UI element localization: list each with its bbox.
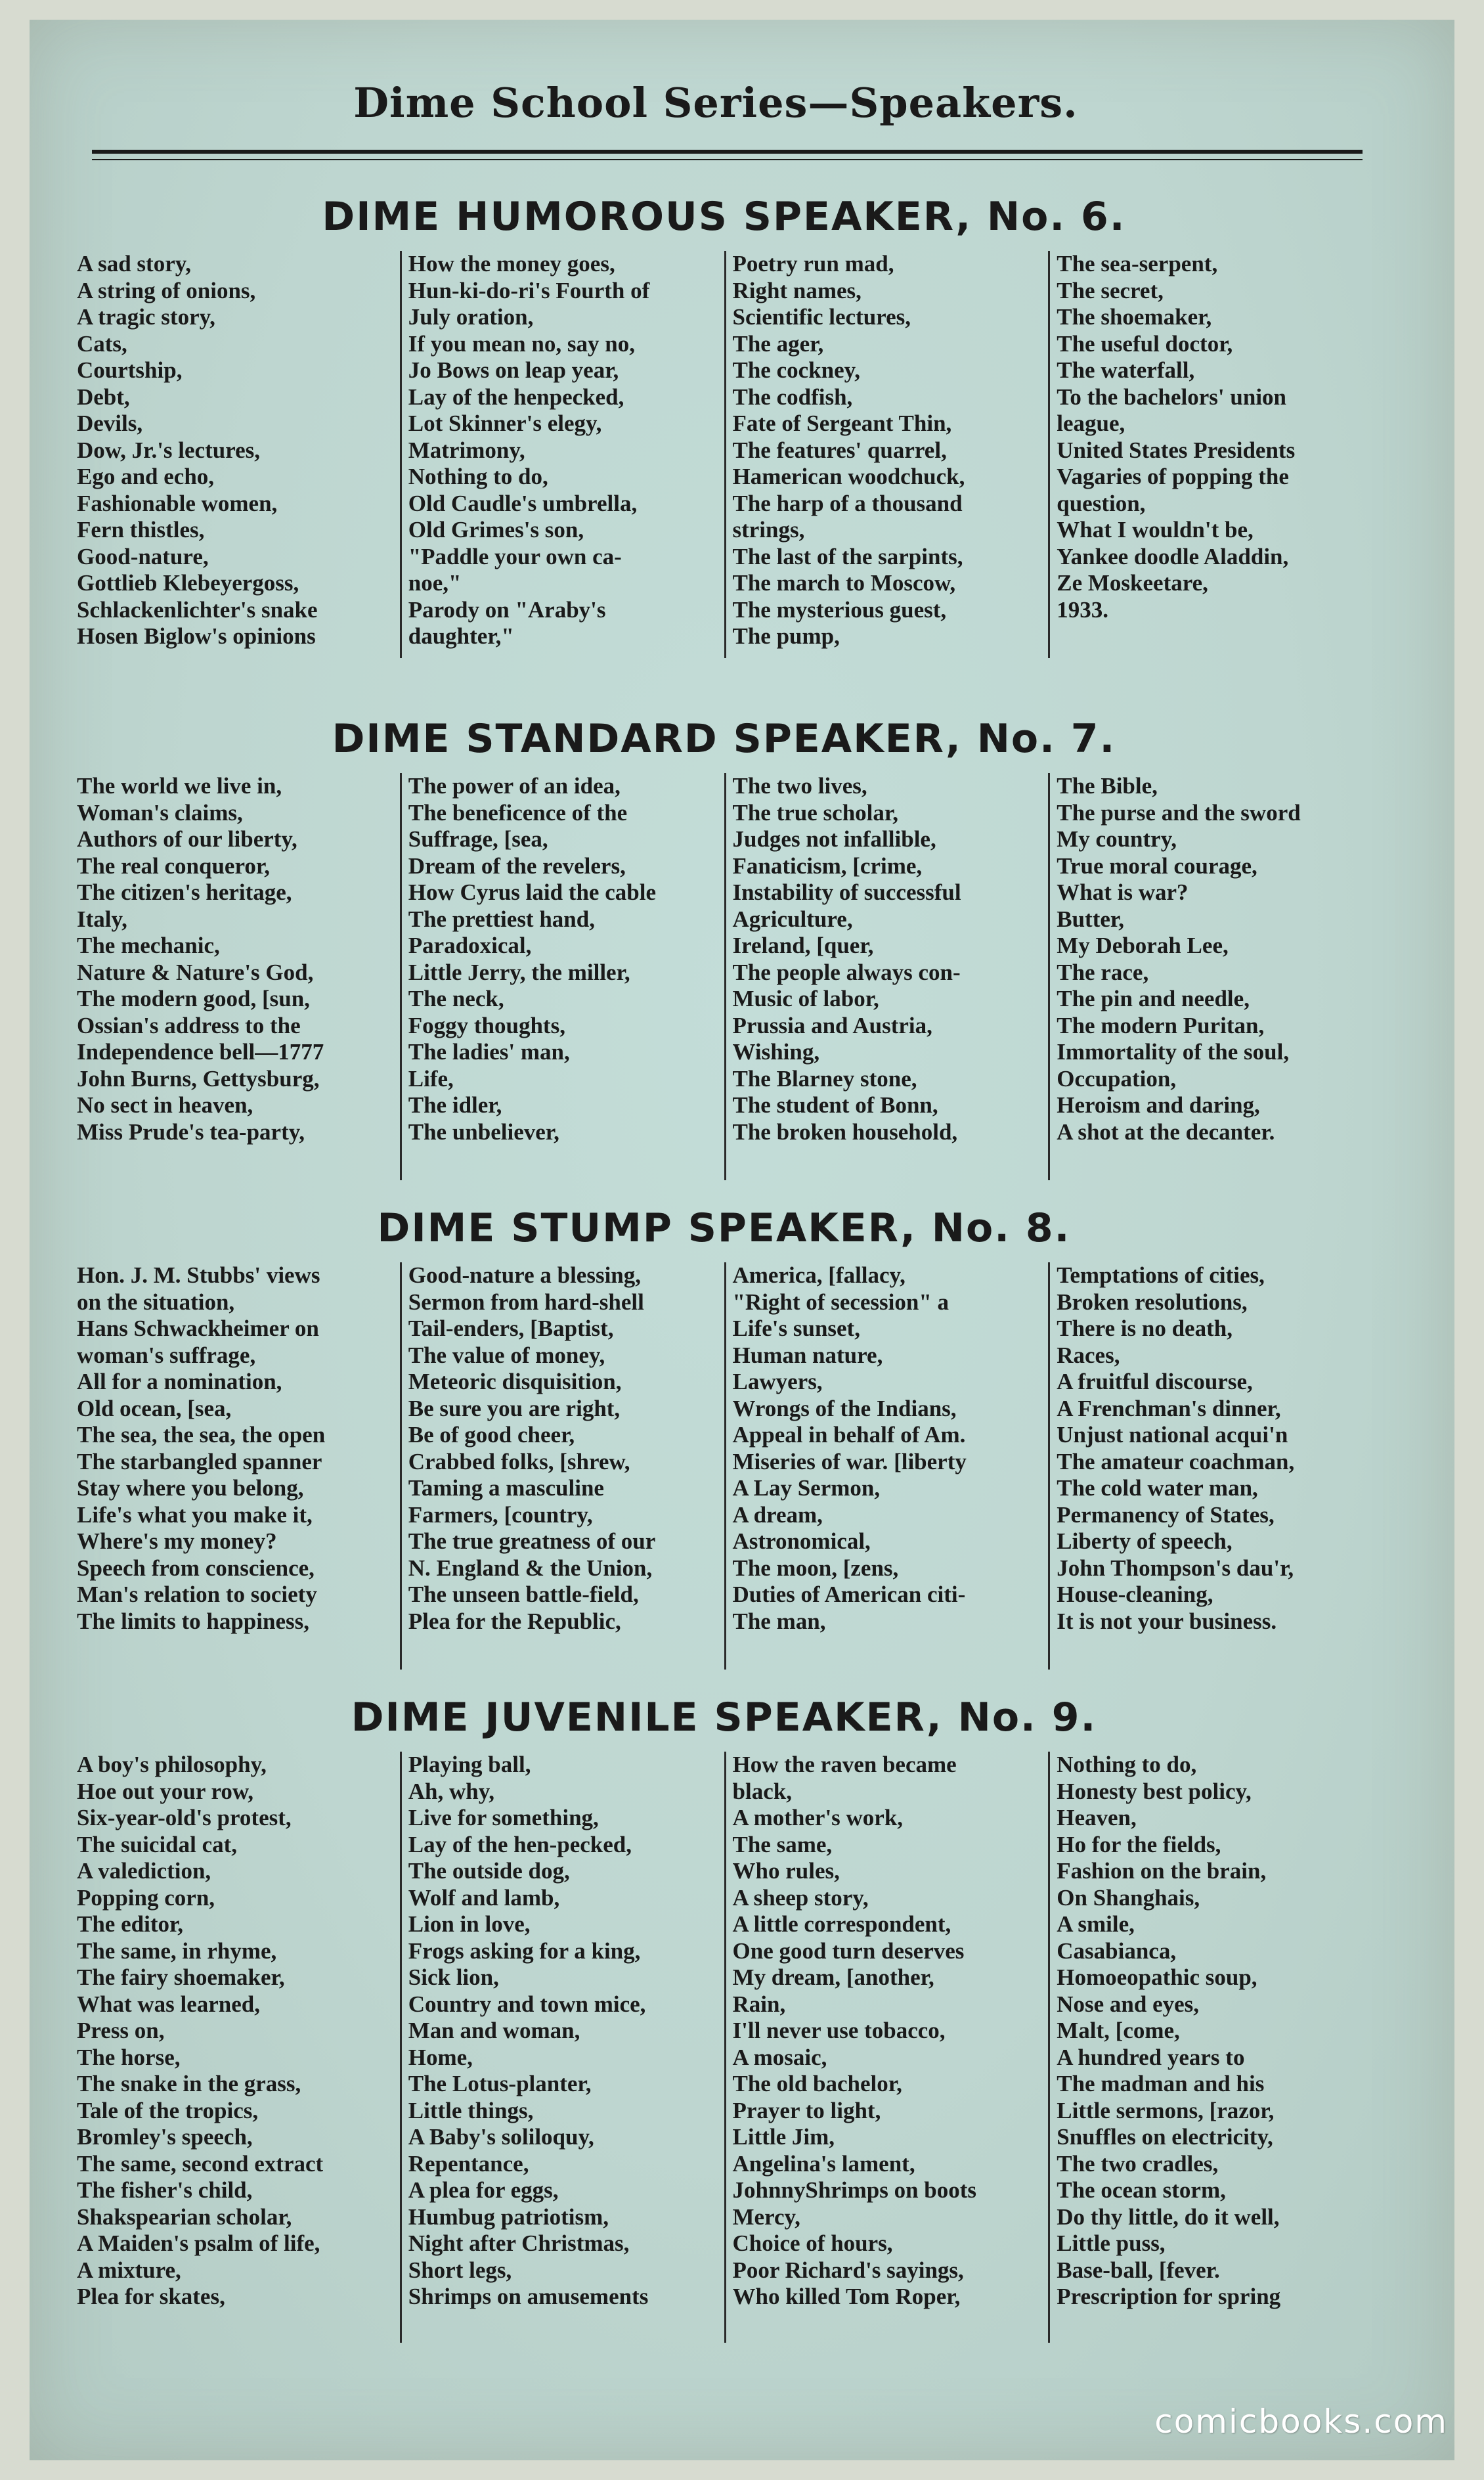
list-item: Fanaticism, [crime, — [732, 852, 923, 879]
list-item: Dream of the revelers, — [408, 852, 626, 879]
list-item: Man and woman, — [408, 2018, 580, 2043]
list-item: A shot at the decanter. — [1057, 1118, 1275, 1145]
list-item: Sermon from hard-shell — [408, 1289, 644, 1315]
section-columns — [76, 1752, 1372, 2343]
list-column — [76, 773, 400, 1180]
list-item: A plea for eggs, — [408, 2177, 559, 2203]
list-item: Gottlieb Klebeyergoss, — [77, 570, 299, 596]
list-item: Plea for the Republic, — [408, 1608, 621, 1634]
page-header: Dime School Series—Speakers. — [353, 79, 1078, 127]
list-item: Wrongs of the Indians, — [732, 1395, 957, 1421]
list-item: noe," — [408, 570, 462, 596]
list-item: The true scholar, — [732, 799, 898, 826]
list-item: Parody on "Araby's — [408, 596, 606, 623]
list-item: Dow, Jr.'s lectures, — [77, 437, 261, 463]
list-item: Lot Skinner's elegy, — [408, 410, 602, 436]
list-item: Lay of the hen-pecked, — [408, 1831, 632, 1857]
list-item: Scientific lectures, — [732, 304, 911, 330]
list-item: Broken resolutions, — [1057, 1289, 1248, 1315]
list-item: The waterfall, — [1057, 357, 1195, 383]
list-item: Night after Christmas, — [408, 2230, 630, 2256]
section-juvenile-speaker — [76, 1691, 1372, 2343]
list-item: Immortality of the soul, — [1057, 1039, 1290, 1065]
list-item: Malt, [come, — [1057, 2018, 1180, 2043]
list-item: Temptations of cities, — [1057, 1262, 1265, 1288]
list-item: Where's my money? — [77, 1528, 277, 1554]
list-item: The citizen's heritage, — [77, 879, 292, 905]
list-item: Yankee doodle Aladdin, — [1057, 543, 1289, 569]
list-item: The suicidal cat, — [77, 1831, 238, 1857]
list-item: on the situation, — [77, 1289, 235, 1315]
list-item: Tail-enders, [Baptist, — [408, 1316, 614, 1341]
list-item: I'll never use tobacco, — [732, 2018, 946, 2043]
list-item: A hundred years to — [1057, 2044, 1245, 2070]
list-item: Suffrage, [sea, — [408, 826, 548, 852]
list-item: Stay where you belong, — [77, 1475, 304, 1501]
list-column — [1048, 1262, 1372, 1670]
list-item: The Bible, — [1057, 773, 1158, 799]
list-item: Mercy, — [732, 2203, 800, 2230]
list-item: A mother's work, — [732, 1805, 904, 1830]
list-item: Home, — [408, 2044, 473, 2070]
list-item: A smile, — [1057, 1911, 1135, 1937]
list-item: John Burns, Gettysburg, — [77, 1065, 320, 1092]
list-item: The same, — [732, 1831, 833, 1857]
list-item: To the bachelors' union — [1057, 384, 1287, 410]
list-item: What I wouldn't be, — [1057, 517, 1254, 542]
list-item: The real conqueror, — [77, 852, 270, 879]
list-item: Shrimps on amusements — [408, 2284, 649, 2309]
list-item: A Frenchman's dinner, — [1057, 1395, 1281, 1421]
list-item: Wishing, — [732, 1039, 820, 1065]
list-item: How Cyrus laid the cable — [408, 879, 656, 905]
list-item: Old Caudle's umbrella, — [408, 490, 638, 516]
list-item: The neck, — [408, 986, 504, 1011]
list-column — [76, 1262, 400, 1670]
list-item: The idler, — [408, 1092, 502, 1118]
list-item: Lawyers, — [732, 1369, 823, 1394]
list-item: JohnnyShrimps on boots — [732, 2177, 977, 2203]
list-column — [724, 1262, 1049, 1670]
list-item: The mysterious guest, — [732, 596, 947, 623]
list-item: What was learned, — [77, 1991, 261, 2017]
list-item: Little things, — [408, 2097, 534, 2123]
list-item: The sea, the sea, the open — [77, 1422, 326, 1448]
list-item: Paradoxical, — [408, 933, 532, 958]
list-item: woman's suffrage, — [77, 1342, 256, 1368]
list-item: What is war? — [1057, 879, 1189, 905]
list-item: Fern thistles, — [77, 517, 205, 542]
list-item: A little correspondent, — [732, 1911, 951, 1937]
list-item: Duties of American citi- — [732, 1582, 966, 1607]
list-item: Courtship, — [77, 357, 183, 383]
list-item: Matrimony, — [408, 437, 525, 463]
list-item: Ze Moskeetare, — [1057, 570, 1208, 596]
list-item: Devils, — [77, 410, 143, 436]
list-item: The world we live in, — [77, 773, 282, 799]
list-item: Schlackenlichter's snake — [77, 596, 318, 623]
list-item: Old Grimes's son, — [408, 517, 584, 542]
list-item: The cockney, — [732, 357, 860, 383]
list-item: Good-nature, — [77, 543, 209, 569]
list-item: 1933. — [1057, 596, 1108, 623]
list-item: Unjust national acqui'n — [1057, 1422, 1288, 1448]
section-title: DIME STUMP SPEAKER, No. 8. — [377, 1205, 1071, 1251]
list-item: House-cleaning, — [1057, 1582, 1213, 1607]
list-item: The modern good, [sun, — [77, 986, 310, 1011]
list-item: Tale of the tropics, — [77, 2097, 259, 2123]
list-item: The editor, — [77, 1911, 184, 1937]
list-item: Little puss, — [1057, 2230, 1166, 2256]
list-item: Miseries of war. [liberty — [732, 1448, 967, 1474]
list-item: The fisher's child, — [77, 2177, 253, 2203]
list-item: Fashionable women, — [77, 490, 278, 516]
list-item: The starbangled spanner — [77, 1448, 322, 1474]
list-item: Butter, — [1057, 906, 1124, 932]
list-item: Taming a masculine — [408, 1475, 604, 1501]
list-item: Ego and echo, — [77, 464, 215, 489]
section-humorous-speaker — [76, 190, 1372, 658]
list-item: Astronomical, — [732, 1528, 871, 1554]
list-item: The horse, — [77, 2044, 181, 2070]
list-item: Choice of hours, — [732, 2230, 893, 2256]
header-rule-thick — [92, 150, 1363, 154]
section-standard-speaker — [76, 713, 1372, 1180]
list-item: If you mean no, say no, — [408, 330, 635, 357]
list-item: The student of Bonn, — [732, 1092, 938, 1118]
list-item: John Thompson's dau'r, — [1057, 1555, 1294, 1581]
list-item: There is no death, — [1057, 1316, 1233, 1341]
list-item: Short legs, — [408, 2257, 512, 2283]
list-item: Italy, — [77, 906, 127, 932]
list-item: Lay of the henpecked, — [408, 384, 624, 410]
list-item: The two lives, — [732, 773, 867, 799]
list-item: The moon, [zens, — [732, 1555, 899, 1581]
list-item: Speech from conscience, — [77, 1555, 315, 1581]
list-item: Appeal in behalf of Am. — [732, 1422, 966, 1448]
list-item: Life's sunset, — [732, 1316, 860, 1341]
list-item: Prescription for spring — [1057, 2284, 1281, 2309]
list-item: My dream, [another, — [732, 1964, 934, 1990]
list-column — [724, 251, 1049, 658]
list-item: The snake in the grass, — [77, 2071, 301, 2096]
list-item: The harp of a thousand — [732, 490, 963, 516]
list-item: Independence bell—1777 — [77, 1039, 324, 1065]
list-item: Cats, — [77, 330, 127, 357]
list-item: Prayer to light, — [732, 2097, 881, 2123]
list-item: On Shanghais, — [1057, 1884, 1200, 1911]
header-rule-thin — [92, 159, 1363, 160]
list-item: A sad story, — [77, 251, 192, 277]
list-item: Farmers, [country, — [408, 1501, 593, 1528]
list-column — [1048, 251, 1372, 658]
list-item: Poetry run mad, — [732, 251, 894, 277]
list-item: Repentance, — [408, 2150, 529, 2177]
list-item: Plea for skates, — [77, 2284, 225, 2309]
list-item: Authors of our liberty, — [77, 826, 297, 852]
list-item: Occupation, — [1057, 1065, 1177, 1092]
list-item: N. England & the Union, — [408, 1555, 653, 1581]
list-item: A Lay Sermon, — [732, 1475, 881, 1501]
list-item: A Maiden's psalm of life, — [77, 2230, 320, 2256]
list-item: Press on, — [77, 2018, 165, 2043]
list-item: July oration, — [408, 304, 534, 330]
list-item: America, [fallacy, — [732, 1262, 906, 1288]
list-item: The same, second extract — [77, 2150, 324, 2177]
list-item: Nose and eyes, — [1057, 1991, 1200, 2017]
list-column — [1048, 1752, 1372, 2343]
list-item: "Right of secession" a — [732, 1289, 949, 1315]
list-item: The Lotus-planter, — [408, 2071, 592, 2096]
list-item: A valediction, — [77, 1858, 211, 1884]
list-item: Poor Richard's sayings, — [732, 2257, 964, 2283]
list-item: Jo Bows on leap year, — [408, 357, 619, 383]
watermark: comicbooks.com — [1154, 2402, 1448, 2441]
list-item: The people always con- — [732, 959, 961, 985]
list-item: Prussia and Austria, — [732, 1012, 932, 1038]
list-column — [400, 1262, 724, 1670]
list-item: Angelina's lament, — [732, 2150, 915, 2177]
list-item: The prettiest hand, — [408, 906, 595, 932]
list-item: A dream, — [732, 1501, 823, 1528]
list-item: Honesty best policy, — [1057, 1778, 1252, 1804]
list-item: Vagaries of popping the — [1057, 464, 1289, 489]
list-item: It is not your business. — [1057, 1608, 1277, 1634]
section-title: DIME JUVENILE SPEAKER, No. 9. — [351, 1694, 1097, 1740]
list-item: The broken household, — [732, 1118, 958, 1145]
list-item: Meteoric disquisition, — [408, 1369, 622, 1394]
list-item: The mechanic, — [77, 933, 220, 958]
list-item: Agriculture, — [732, 906, 853, 932]
list-item: Hamerican woodchuck, — [732, 464, 965, 489]
list-item: Liberty of speech, — [1057, 1528, 1233, 1554]
list-column — [1048, 773, 1372, 1180]
list-item: Be of good cheer, — [408, 1422, 575, 1448]
list-item: The fairy shoemaker, — [77, 1964, 285, 1990]
list-item: The Blarney stone, — [732, 1065, 917, 1092]
list-item: Hon. J. M. Stubbs' views — [77, 1262, 320, 1288]
list-item: Ossian's address to the — [77, 1012, 301, 1038]
list-item: A mixture, — [77, 2257, 181, 2283]
list-item: Base-ball, [fever. — [1057, 2257, 1220, 2283]
list-item: Human nature, — [732, 1342, 883, 1368]
list-item: The man, — [732, 1608, 826, 1634]
list-item: The march to Moscow, — [732, 570, 956, 596]
list-item: Popping corn, — [77, 1884, 215, 1911]
list-item: The useful doctor, — [1057, 330, 1233, 357]
list-item: The pin and needle, — [1057, 986, 1250, 1011]
section-columns — [76, 1262, 1372, 1670]
list-item: Playing ball, — [408, 1752, 531, 1777]
list-item: Heaven, — [1057, 1805, 1137, 1830]
section-title: DIME HUMOROUS SPEAKER, No. 6. — [322, 194, 1126, 240]
list-item: Little sermons, [razor, — [1057, 2097, 1275, 2123]
list-item: Hun-ki-do-ri's Fourth of — [408, 277, 650, 303]
list-item: The cold water man, — [1057, 1475, 1258, 1501]
list-item: No sect in heaven, — [77, 1092, 253, 1118]
list-item: The modern Puritan, — [1057, 1012, 1265, 1038]
list-item: Nothing to do, — [1057, 1752, 1197, 1777]
list-item: Live for something, — [408, 1805, 599, 1830]
list-item: Judges not infallible, — [732, 826, 936, 852]
list-item: The race, — [1057, 959, 1149, 985]
list-item: Humbug patriotism, — [408, 2203, 609, 2230]
list-item: A fruitful discourse, — [1057, 1369, 1253, 1394]
list-item: The unbeliever, — [408, 1118, 559, 1145]
list-item: The outside dog, — [408, 1858, 570, 1884]
list-item: Good-nature a blessing, — [408, 1262, 642, 1288]
list-item: Debt, — [77, 384, 130, 410]
list-item: The ager, — [732, 330, 824, 357]
list-item: The old bachelor, — [732, 2071, 902, 2096]
list-item: Crabbed folks, [shrew, — [408, 1448, 630, 1474]
list-item: The ladies' man, — [408, 1039, 570, 1065]
section-stump-speaker — [76, 1202, 1372, 1670]
list-item: My country, — [1057, 826, 1177, 852]
list-item: The features' quarrel, — [732, 437, 947, 463]
list-item: Casabianca, — [1057, 1938, 1177, 1964]
list-item: A sheep story, — [732, 1884, 869, 1911]
list-item: Little Jim, — [732, 2124, 835, 2150]
list-item: Old ocean, [sea, — [77, 1395, 232, 1421]
list-item: The two cradles, — [1057, 2150, 1219, 2177]
list-column — [76, 251, 400, 658]
list-item: Right names, — [732, 277, 862, 303]
list-item: Nothing to do, — [408, 464, 548, 489]
list-item: The sea-serpent, — [1057, 251, 1218, 277]
list-item: Foggy thoughts, — [408, 1012, 565, 1038]
list-item: Music of labor, — [732, 986, 879, 1011]
list-item: Hosen Biglow's opinions — [77, 623, 316, 649]
list-item: The purse and the sword — [1057, 799, 1301, 826]
list-item: A boy's philosophy, — [77, 1752, 267, 1777]
list-item: Hoe out your row, — [77, 1778, 253, 1804]
list-item: Homoeopathic soup, — [1057, 1964, 1257, 1990]
list-item: Fashion on the brain, — [1057, 1858, 1267, 1884]
list-item: Instability of successful — [732, 879, 961, 905]
list-item: Six-year-old's protest, — [77, 1805, 292, 1830]
list-item: Hans Schwackheimer on — [77, 1316, 319, 1341]
list-item: The power of an idea, — [408, 773, 621, 799]
list-item: One good turn deserves — [732, 1938, 965, 1964]
list-item: The amateur coachman, — [1057, 1448, 1295, 1474]
list-item: Miss Prude's tea-party, — [77, 1118, 305, 1145]
list-column — [724, 773, 1049, 1180]
list-item: The last of the sarpints, — [732, 543, 963, 569]
list-item: Little Jerry, the miller, — [408, 959, 630, 985]
list-item: Life, — [408, 1065, 454, 1092]
list-item: The true greatness of our — [408, 1528, 656, 1554]
list-item: Ho for the fields, — [1057, 1831, 1221, 1857]
list-item: The secret, — [1057, 277, 1164, 303]
list-item: The shoemaker, — [1057, 304, 1212, 330]
list-item: How the money goes, — [408, 251, 615, 277]
list-item: Country and town mice, — [408, 1991, 646, 2017]
list-item: Woman's claims, — [77, 799, 243, 826]
list-item: True moral courage, — [1057, 852, 1257, 879]
list-item: The ocean storm, — [1057, 2177, 1226, 2203]
list-item: Heroism and daring, — [1057, 1092, 1260, 1118]
list-item: Be sure you are right, — [408, 1395, 621, 1421]
list-item: The madman and his — [1057, 2071, 1265, 2096]
section-columns — [76, 773, 1372, 1180]
list-item: A string of onions, — [77, 277, 256, 303]
list-item: A Baby's soliloquy, — [408, 2124, 594, 2150]
section-columns — [76, 251, 1372, 658]
list-item: league, — [1057, 410, 1125, 436]
list-item: Nature & Nature's God, — [77, 959, 314, 985]
list-item: question, — [1057, 490, 1146, 516]
list-item: Life's what you make it, — [77, 1501, 313, 1528]
list-item: Ireland, [quer, — [732, 933, 874, 958]
list-item: Sick lion, — [408, 1964, 499, 1990]
list-item: black, — [732, 1778, 792, 1804]
list-item: The pump, — [732, 623, 840, 649]
list-item: Lion in love, — [408, 1911, 531, 1937]
list-item: Snuffles on electricity, — [1057, 2124, 1273, 2150]
list-item: "Paddle your own ca- — [408, 543, 622, 569]
list-item: Shakspearian scholar, — [77, 2203, 292, 2230]
list-column — [400, 773, 724, 1180]
list-item: All for a nomination, — [77, 1369, 282, 1394]
list-item: The codfish, — [732, 384, 853, 410]
list-item: Who killed Tom Roper, — [732, 2284, 961, 2309]
list-item: Who rules, — [732, 1858, 840, 1884]
list-item: How the raven became — [732, 1752, 957, 1777]
list-item: Ah, why, — [408, 1778, 495, 1804]
list-item: A mosaic, — [732, 2044, 827, 2070]
list-item: Bromley's speech, — [77, 2124, 253, 2150]
list-column — [724, 1752, 1049, 2343]
list-item: A tragic story, — [77, 304, 215, 330]
list-column — [400, 251, 724, 658]
list-item: Races, — [1057, 1342, 1120, 1368]
list-item: My Deborah Lee, — [1057, 933, 1229, 958]
list-item: Rain, — [732, 1991, 786, 2017]
list-item: United States Presidents — [1057, 437, 1296, 463]
list-item: Fate of Sergeant Thin, — [732, 410, 952, 436]
list-item: The beneficence of the — [408, 799, 628, 826]
list-item: The limits to happiness, — [77, 1608, 309, 1634]
list-item: Man's relation to society — [77, 1582, 317, 1607]
list-item: The unseen battle-field, — [408, 1582, 639, 1607]
list-column — [400, 1752, 724, 2343]
list-column — [76, 1752, 400, 2343]
list-item: The same, in rhyme, — [77, 1938, 277, 1964]
list-item: Do thy little, do it well, — [1057, 2203, 1280, 2230]
list-item: Wolf and lamb, — [408, 1884, 560, 1911]
list-item: daughter," — [408, 623, 514, 649]
section-title: DIME STANDARD SPEAKER, No. 7. — [332, 716, 1116, 762]
list-item: The value of money, — [408, 1342, 605, 1368]
list-item: Permanency of States, — [1057, 1501, 1275, 1528]
list-item: strings, — [732, 517, 805, 542]
list-item: Frogs asking for a king, — [408, 1938, 641, 1964]
